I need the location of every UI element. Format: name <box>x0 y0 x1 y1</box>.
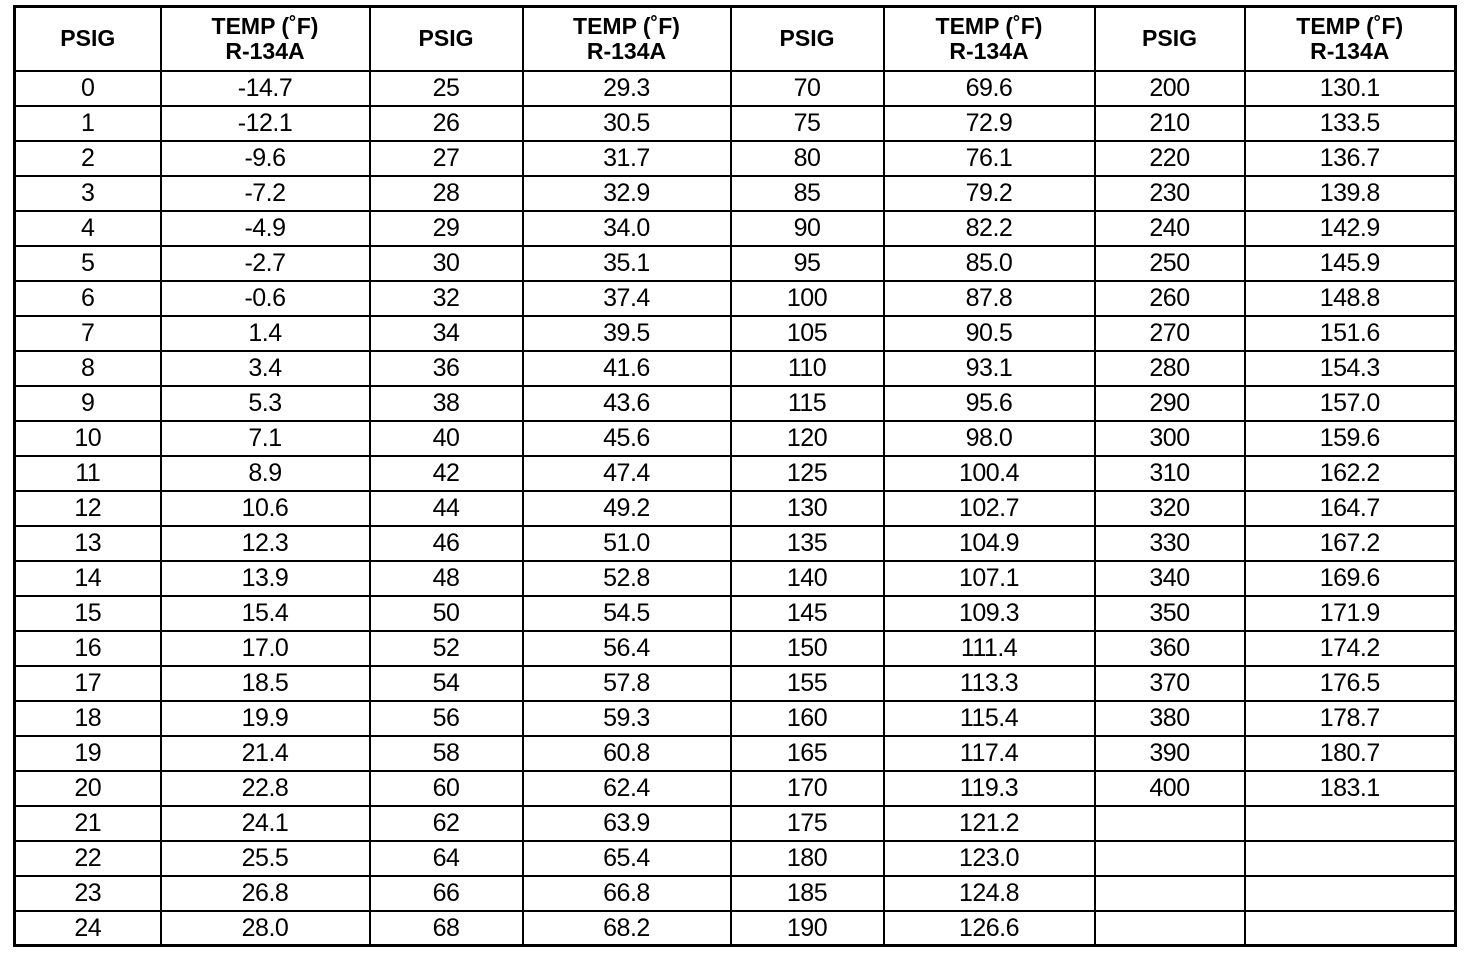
temp-cell: 124.8 <box>884 876 1095 911</box>
psig-cell: 9 <box>15 386 161 421</box>
psig-cell: 11 <box>15 456 161 491</box>
psig-cell: 1 <box>15 106 161 141</box>
table-row <box>15 176 1456 211</box>
temp-cell: 66.8 <box>523 876 731 911</box>
temp-cell: 52.8 <box>523 561 731 596</box>
psig-cell: 115 <box>731 386 884 421</box>
temp-cell: 69.6 <box>884 71 1095 106</box>
temp-cell: 167.2 <box>1245 526 1456 561</box>
temp-cell: 37.4 <box>523 281 731 316</box>
psig-header: PSIG <box>15 7 161 71</box>
psig-cell: 360 <box>1095 631 1245 666</box>
psig-cell: 60 <box>370 771 523 806</box>
psig-cell: 300 <box>1095 421 1245 456</box>
temp-cell: 65.4 <box>523 841 731 876</box>
psig-cell: 38 <box>370 386 523 421</box>
table-row <box>15 71 1456 106</box>
temp-cell: 121.2 <box>884 806 1095 841</box>
temp-cell: 109.3 <box>884 596 1095 631</box>
temp-cell: -9.6 <box>161 141 370 176</box>
temp-cell: 113.3 <box>884 666 1095 701</box>
header-row <box>15 7 1456 71</box>
psig-cell: 44 <box>370 491 523 526</box>
psig-cell: 270 <box>1095 316 1245 351</box>
psig-cell: 48 <box>370 561 523 596</box>
psig-cell: 75 <box>731 106 884 141</box>
psig-cell: 66 <box>370 876 523 911</box>
psig-cell: 42 <box>370 456 523 491</box>
temp-cell: 5.3 <box>161 386 370 421</box>
temp-cell: 123.0 <box>884 841 1095 876</box>
temp-cell: 32.9 <box>523 176 731 211</box>
temp-cell: 159.6 <box>1245 421 1456 456</box>
psig-cell: 330 <box>1095 526 1245 561</box>
psig-cell: 145 <box>731 596 884 631</box>
psig-cell: 12 <box>15 491 161 526</box>
temp-cell: 63.9 <box>523 806 731 841</box>
psig-cell: 14 <box>15 561 161 596</box>
table-row <box>15 491 1456 526</box>
table-row <box>15 806 1456 841</box>
table-row <box>15 701 1456 736</box>
psig-cell: 0 <box>15 71 161 106</box>
temp-cell: -7.2 <box>161 176 370 211</box>
table-row <box>15 631 1456 666</box>
psig-cell: 390 <box>1095 736 1245 771</box>
psig-cell: 25 <box>370 71 523 106</box>
temp-cell: 76.1 <box>884 141 1095 176</box>
temp-cell: 82.2 <box>884 211 1095 246</box>
psig-cell: 58 <box>370 736 523 771</box>
temp-cell: 26.8 <box>161 876 370 911</box>
temp-cell: 54.5 <box>523 596 731 631</box>
psig-cell: 290 <box>1095 386 1245 421</box>
psig-cell: 10 <box>15 421 161 456</box>
psig-cell: 15 <box>15 596 161 631</box>
temp-header <box>1245 7 1456 71</box>
table-row <box>15 771 1456 806</box>
psig-cell <box>1095 911 1245 946</box>
temp-cell: 31.7 <box>523 141 731 176</box>
temp-cell: 25.5 <box>161 841 370 876</box>
temp-header <box>523 7 731 71</box>
temp-header <box>884 7 1095 71</box>
temp-cell: 51.0 <box>523 526 731 561</box>
table-row <box>15 666 1456 701</box>
psig-cell: 2 <box>15 141 161 176</box>
temp-cell: 8.9 <box>161 456 370 491</box>
psig-header: PSIG <box>370 7 523 71</box>
temp-cell: 24.1 <box>161 806 370 841</box>
table-row <box>15 386 1456 421</box>
temp-cell: 34.0 <box>523 211 731 246</box>
temp-cell: 98.0 <box>884 421 1095 456</box>
psig-cell: 180 <box>731 841 884 876</box>
temp-cell: 90.5 <box>884 316 1095 351</box>
pressure-temperature-table <box>13 5 1457 947</box>
psig-cell: 80 <box>731 141 884 176</box>
temp-cell: 151.6 <box>1245 316 1456 351</box>
table-row <box>15 876 1456 911</box>
psig-cell: 34 <box>370 316 523 351</box>
temp-cell: 176.5 <box>1245 666 1456 701</box>
table-row <box>15 141 1456 176</box>
temp-cell: 29.3 <box>523 71 731 106</box>
psig-cell: 350 <box>1095 596 1245 631</box>
psig-cell: 230 <box>1095 176 1245 211</box>
temp-cell: 171.9 <box>1245 596 1456 631</box>
psig-cell: 36 <box>370 351 523 386</box>
psig-cell: 30 <box>370 246 523 281</box>
psig-cell: 22 <box>15 841 161 876</box>
psig-cell: 370 <box>1095 666 1245 701</box>
temp-cell: 28.0 <box>161 911 370 946</box>
temp-cell: 60.8 <box>523 736 731 771</box>
psig-cell: 240 <box>1095 211 1245 246</box>
temp-cell: 13.9 <box>161 561 370 596</box>
temp-cell: 145.9 <box>1245 246 1456 281</box>
temp-header-line-2: R-134A <box>586 37 667 64</box>
psig-cell: 175 <box>731 806 884 841</box>
psig-cell: 26 <box>370 106 523 141</box>
psig-cell: 46 <box>370 526 523 561</box>
temp-cell: 95.6 <box>884 386 1095 421</box>
psig-cell: 70 <box>731 71 884 106</box>
temp-cell: 56.4 <box>523 631 731 666</box>
psig-cell: 17 <box>15 666 161 701</box>
psig-cell: 24 <box>15 911 161 946</box>
psig-cell: 340 <box>1095 561 1245 596</box>
temp-cell: 45.6 <box>523 421 731 456</box>
psig-cell: 64 <box>370 841 523 876</box>
temp-cell: 107.1 <box>884 561 1095 596</box>
psig-cell <box>1095 806 1245 841</box>
temp-cell: 35.1 <box>523 246 731 281</box>
temp-cell: -0.6 <box>161 281 370 316</box>
temp-header <box>161 7 370 71</box>
psig-cell: 150 <box>731 631 884 666</box>
temp-cell <box>1245 911 1456 946</box>
temp-cell: 142.9 <box>1245 211 1456 246</box>
temp-header-line-1: TEMP (˚F) <box>211 12 319 39</box>
psig-cell: 90 <box>731 211 884 246</box>
temp-cell: 183.1 <box>1245 771 1456 806</box>
temp-cell: 57.8 <box>523 666 731 701</box>
psig-cell: 32 <box>370 281 523 316</box>
psig-cell: 40 <box>370 421 523 456</box>
temp-cell: 115.4 <box>884 701 1095 736</box>
psig-cell: 190 <box>731 911 884 946</box>
temp-cell: 43.6 <box>523 386 731 421</box>
psig-cell: 21 <box>15 806 161 841</box>
psig-cell: 50 <box>370 596 523 631</box>
psig-cell: 95 <box>731 246 884 281</box>
psig-cell: 185 <box>731 876 884 911</box>
temp-cell: 62.4 <box>523 771 731 806</box>
temp-cell: 133.5 <box>1245 106 1456 141</box>
temp-cell: 59.3 <box>523 701 731 736</box>
temp-cell <box>1245 806 1456 841</box>
psig-cell: 56 <box>370 701 523 736</box>
psig-cell: 27 <box>370 141 523 176</box>
psig-cell: 62 <box>370 806 523 841</box>
temp-cell: 21.4 <box>161 736 370 771</box>
temp-cell: 18.5 <box>161 666 370 701</box>
temp-cell: 100.4 <box>884 456 1095 491</box>
temp-cell: 41.6 <box>523 351 731 386</box>
psig-cell: 260 <box>1095 281 1245 316</box>
table-row <box>15 841 1456 876</box>
temp-cell: 169.6 <box>1245 561 1456 596</box>
temp-cell: 7.1 <box>161 421 370 456</box>
temp-cell: 17.0 <box>161 631 370 666</box>
temp-cell: 10.6 <box>161 491 370 526</box>
temp-header-line-2: R-134A <box>225 37 305 64</box>
psig-cell: 5 <box>15 246 161 281</box>
psig-cell: 7 <box>15 316 161 351</box>
psig-cell: 140 <box>731 561 884 596</box>
psig-cell: 19 <box>15 736 161 771</box>
psig-cell: 210 <box>1095 106 1245 141</box>
psig-cell: 13 <box>15 526 161 561</box>
temp-header-line-2: R-134A <box>1310 37 1390 64</box>
temp-cell: 47.4 <box>523 456 731 491</box>
psig-cell: 105 <box>731 316 884 351</box>
temp-cell: -14.7 <box>161 71 370 106</box>
psig-cell: 18 <box>15 701 161 736</box>
table-row <box>15 211 1456 246</box>
table-row <box>15 351 1456 386</box>
temp-header-line-1: TEMP (˚F) <box>573 12 680 39</box>
temp-cell: 162.2 <box>1245 456 1456 491</box>
psig-cell: 200 <box>1095 71 1245 106</box>
temp-cell: 180.7 <box>1245 736 1456 771</box>
temp-cell: 164.7 <box>1245 491 1456 526</box>
psig-header: PSIG <box>731 7 884 71</box>
temp-cell: 130.1 <box>1245 71 1456 106</box>
temp-cell: 87.8 <box>884 281 1095 316</box>
table-header <box>15 7 1456 71</box>
temp-cell: 111.4 <box>884 631 1095 666</box>
table-row <box>15 421 1456 456</box>
psig-cell: 23 <box>15 876 161 911</box>
table-row <box>15 526 1456 561</box>
psig-cell: 155 <box>731 666 884 701</box>
temp-cell: 119.3 <box>884 771 1095 806</box>
temp-cell: 22.8 <box>161 771 370 806</box>
temp-cell: 139.8 <box>1245 176 1456 211</box>
psig-cell: 310 <box>1095 456 1245 491</box>
psig-cell: 3 <box>15 176 161 211</box>
psig-cell: 4 <box>15 211 161 246</box>
table-row <box>15 736 1456 771</box>
temp-header-line-1: TEMP (˚F) <box>1296 12 1404 39</box>
temp-cell: -4.9 <box>161 211 370 246</box>
temp-cell: 174.2 <box>1245 631 1456 666</box>
table-row <box>15 281 1456 316</box>
table-row <box>15 246 1456 281</box>
table-row <box>15 106 1456 141</box>
psig-cell: 120 <box>731 421 884 456</box>
psig-cell: 400 <box>1095 771 1245 806</box>
psig-cell: 320 <box>1095 491 1245 526</box>
table-body <box>15 71 1456 946</box>
temp-cell: 178.7 <box>1245 701 1456 736</box>
temp-cell: 104.9 <box>884 526 1095 561</box>
psig-cell: 135 <box>731 526 884 561</box>
psig-cell: 380 <box>1095 701 1245 736</box>
table-row <box>15 456 1456 491</box>
temp-cell: 93.1 <box>884 351 1095 386</box>
psig-cell: 160 <box>731 701 884 736</box>
temp-cell: 15.4 <box>161 596 370 631</box>
psig-cell: 52 <box>370 631 523 666</box>
temp-cell: 49.2 <box>523 491 731 526</box>
psig-cell: 125 <box>731 456 884 491</box>
temp-header-line-1: TEMP (˚F) <box>935 12 1043 39</box>
temp-cell: 102.7 <box>884 491 1095 526</box>
psig-cell: 250 <box>1095 246 1245 281</box>
temp-cell: 136.7 <box>1245 141 1456 176</box>
psig-cell: 110 <box>731 351 884 386</box>
temp-cell: 39.5 <box>523 316 731 351</box>
psig-cell: 170 <box>731 771 884 806</box>
temp-cell: 30.5 <box>523 106 731 141</box>
psig-cell: 220 <box>1095 141 1245 176</box>
psig-cell: 20 <box>15 771 161 806</box>
table-row <box>15 316 1456 351</box>
temp-cell: -2.7 <box>161 246 370 281</box>
psig-cell: 130 <box>731 491 884 526</box>
temp-cell <box>1245 841 1456 876</box>
table-row <box>15 561 1456 596</box>
psig-cell: 28 <box>370 176 523 211</box>
temp-cell: 157.0 <box>1245 386 1456 421</box>
temp-cell: 148.8 <box>1245 281 1456 316</box>
temp-cell: 1.4 <box>161 316 370 351</box>
psig-cell: 54 <box>370 666 523 701</box>
temp-cell: 72.9 <box>884 106 1095 141</box>
psig-cell: 16 <box>15 631 161 666</box>
temp-cell: 3.4 <box>161 351 370 386</box>
psig-cell: 68 <box>370 911 523 946</box>
temp-cell: 19.9 <box>161 701 370 736</box>
table-row <box>15 911 1456 946</box>
psig-cell: 85 <box>731 176 884 211</box>
psig-cell: 6 <box>15 281 161 316</box>
temp-cell: 154.3 <box>1245 351 1456 386</box>
temp-cell: 68.2 <box>523 911 731 946</box>
psig-cell: 29 <box>370 211 523 246</box>
psig-header: PSIG <box>1095 7 1245 71</box>
psig-cell: 100 <box>731 281 884 316</box>
psig-cell: 165 <box>731 736 884 771</box>
temp-cell: -12.1 <box>161 106 370 141</box>
temp-cell <box>1245 876 1456 911</box>
psig-cell <box>1095 876 1245 911</box>
psig-cell: 280 <box>1095 351 1245 386</box>
temp-header-line-2: R-134A <box>949 37 1029 64</box>
temp-cell: 117.4 <box>884 736 1095 771</box>
psig-cell: 8 <box>15 351 161 386</box>
temp-cell: 12.3 <box>161 526 370 561</box>
temp-cell: 126.6 <box>884 911 1095 946</box>
temp-cell: 79.2 <box>884 176 1095 211</box>
table-row <box>15 596 1456 631</box>
psig-cell <box>1095 841 1245 876</box>
temp-cell: 85.0 <box>884 246 1095 281</box>
